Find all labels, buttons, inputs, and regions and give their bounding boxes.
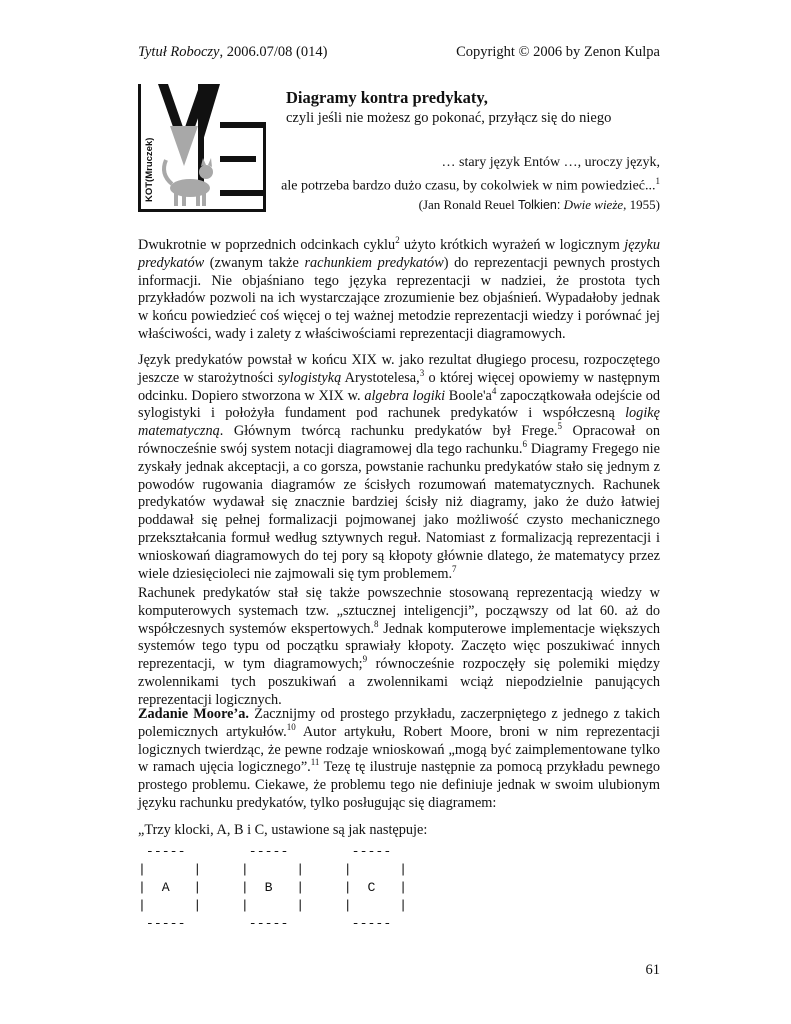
footnote-ref[interactable]: 1: [655, 176, 660, 186]
work-title: Dwie wieże: [563, 197, 624, 212]
epigraph-attribution: (Jan Ronald Reuel Tolkien: Dwie wieże, 1955): [418, 197, 660, 212]
footnote-ref[interactable]: 5: [557, 421, 562, 432]
epigraph-line-1: … stary język Entów …, uroczy język,: [441, 155, 660, 170]
paragraph-4: Zadanie Moore’a. Zacznijmy od prostego przykładu, zaczerpniętego z jednego z takich polemicznych artykułów.$^{10}$ Autor artykułu, Robert Moore, broni w nim reprezentacji logicznych twierdząc, że pewne rodzaje wnioskowań „mogą być zaimplementowane tylko w ramach ujęcia logicznego”.$^{11}$ Tezę tę ilustruje następnie za pomocą przykładu pewnego prostego problemu. Ciekawe, że problemu tego nie definiuje jednak w swoim ulubionym języku rachunku predykatów, tylko posługując się diagramem:: [138, 706, 660, 811]
issue-info: , 2006.07/08 (014): [219, 44, 328, 60]
article-title: Diagramy kontra predykaty,: [286, 88, 488, 107]
footnote-ref[interactable]: 10: [286, 722, 296, 733]
logo-text: KOT(Mruczek): [144, 137, 155, 202]
footnote-ref[interactable]: 3: [419, 368, 425, 379]
running-header-right: Copyright © 2006 by Zenon Kulpa: [456, 44, 660, 60]
footnote-ref[interactable]: 8: [374, 618, 379, 629]
footnote-ref[interactable]: 7: [452, 563, 457, 574]
blocks-ascii-diagram: ----- ----- ----- | | | | | | | A | | B | | C | | | | | | | ----- ----- -----: [138, 844, 408, 931]
paragraph-2: Język predykatów powstał w końcu XIX w. jako rezultat długiego procesu, rozpoczętego jeszcze w starożytności sylogistyką Arystotelesa,$^3$ o której więcej opowiemy w następnym odcinku. Dopiero stworzona w XIX w. algebra logiki $Boole'a^4$ zapoczątkowała odejście od sylogistyki i położyła fundament pod rachunek predykatów i współczesną logikę matematyczną. Głównym twórcą rachunku predykatów był Frege.$^5$ Opracował on równocześnie swój system notacji diagramowej dla tego rachunku.$^6$ Diagramy Fregego nie zyskały jednak akceptacji, a co gorsza, powstanie rachunku predykatów stało się jednym z powodów rugowania diagramów ze ścisłych rozumowań matematycznych. Rachunek predykatów wydawał się znacznie bardziej ścisły niż diagramy, jako że dużo łatwiej poddawał się pełnej formalizacji pojmowanej jako możliwość czysto mechanicznego przekształcania formuł według sztywnych reguł. Natomiast z formalizacją reprezentacji i wnioskowań diagramowych do tej pory są kłopoty głównie dlatego, że matematycy przez wiele dziesięcioleci nie zajmowali się tym problemem.$^7$: [138, 352, 660, 582]
paragraph-1: Dwukrotnie w poprzednich odcinkach cyklu$^2$ użyto krótkich wyrażeń w logicznym języku predykatów (zwanym także rachunkiem predykatów) do reprezentacji pewnych prostych informacji. Nie objaśniano tego języka reprezentacji w nadziei, że prostota tych przykładów pozwoli na ich wystarczające zrozumienie bez objaśnień. Wypadałoby jednak w końcu powiedzieć coś więcej o tej ważnej metodzie reprezentacji wiedzy i porównać jej właściwości, wady i zalety z właściwościami reprezentacji diagramowych.: [138, 235, 661, 342]
footnote-ref[interactable]: 11: [310, 757, 320, 768]
footnote-ref[interactable]: 2: [395, 235, 400, 246]
footnote-ref[interactable]: 9: [362, 654, 368, 665]
journal-title: Tytuł Roboczy: [138, 44, 220, 60]
paragraph-3: Rachunek predykatów stał się także powszechnie stosowaną reprezentacją wiedzy w komputerowych systemach tzw. „sztucznej inteligencji”, począwszy od lat 60. aż do współczesnych systemów ekspertowych.$^8$ Jednak komputerowe implementacje większych systemów tego typu od początku sprawiały kłopoty. Zaczęto więc poszukiwać innych reprezentacji, w tym diagramowych;$^9$ równocześnie rozpoczęły się polemiki między zwolennikami tych poszukiwań a zwolennikami wciąż niepodzielnie panujących reprezentacji logicznych.: [138, 585, 660, 708]
title-block: [286, 88, 666, 127]
running-header-left: [138, 44, 327, 61]
section-heading: Zadanie Moore’a.: [138, 706, 249, 722]
paragraph-5: „Trzy klocki, A, B i C, ustawione są jak następuje:: [138, 822, 428, 838]
footnote-ref[interactable]: 6: [522, 439, 528, 450]
article-subtitle: czyli jeśli nie możesz go pokonać, przyłącz się do niego: [286, 110, 612, 126]
epigraph-line-2: ale potrzeba bardzo dużo czasu, by cokolwiek w nim powiedzieć...$^1$: [281, 176, 660, 194]
page-number: 61: [645, 962, 660, 978]
author-name: Tolkien:: [517, 198, 561, 212]
footnote-ref[interactable]: 4: [491, 385, 497, 396]
epigraph: [220, 154, 660, 196]
